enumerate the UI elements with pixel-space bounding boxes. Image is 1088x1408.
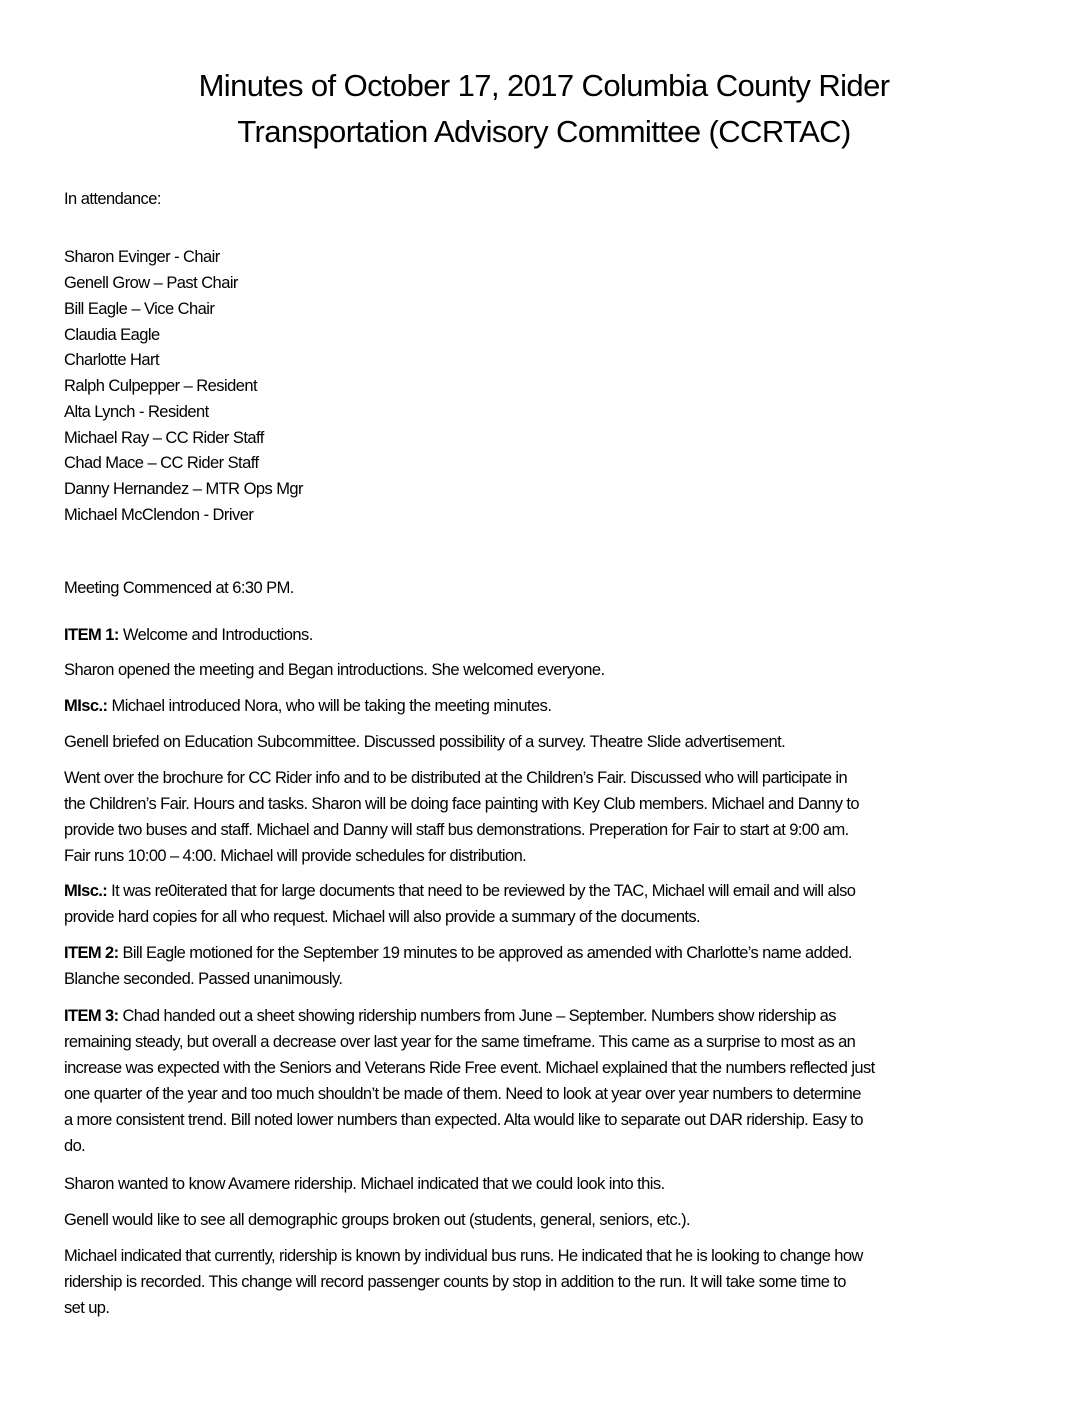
attendee-item: Charlotte Hart [64,351,160,369]
misc-1-label: MIsc.: [64,697,108,715]
attendee-item: Chad Mace – CC Rider Staff [64,454,259,472]
attendee-item: Michael Ray – CC Rider Staff [64,429,264,447]
item-1-label: ITEM 1: [64,626,119,644]
paragraph-line [64,940,1024,966]
paragraph-line: increase was expected with the Seniors and Veterans Ride Free event. Michael explained that the numbers reflected just [64,1059,875,1077]
item-3 [64,1003,1024,1159]
paragraph-line: Fair runs 10:00 – 4:00. Michael will provide schedules for distribution. [64,847,527,865]
item-2 [64,940,1024,992]
paragraph-line: set up. [64,1299,110,1317]
attendee-item: Bill Eagle – Vice Chair [64,300,215,318]
paragraph-line: one quarter of the year and too much shouldn’t be made of them. Need to look at year over year numbers to determine [64,1085,861,1103]
paragraph-ridership-runs [64,1243,1024,1321]
item-1 [64,622,313,648]
item-2-text: Bill Eagle motioned for the September 19 minutes to be approved as amended with Charlotte’s name added. [118,944,852,962]
misc-2 [64,878,1024,930]
paragraph-line: Michael indicated that currently, ridership is known by individual bus runs. He indicated that he is looking to change how [64,1247,863,1265]
paragraph-line: a more consistent trend. Bill noted lower numbers than expected. Alta would like to separate out DAR ridership. Easy to [64,1111,863,1129]
document-title-line-1: Minutes of October 17, 2017 Columbia County Rider [198,68,890,103]
paragraph-line: provide two buses and staff. Michael and Danny will staff bus demonstrations. Preperation for Fair to start at 9:00 am. [64,821,849,839]
misc-1 [64,693,551,719]
item-3-text: Chad handed out a sheet showing ridership numbers from June – September. Numbers show ridership as [118,1007,836,1025]
meeting-commenced: Meeting Commenced at 6:30 PM. [64,579,294,597]
paragraph-line: remaining steady, but overall a decrease over last year for the same timeframe. This came as a surprise to most as an [64,1033,856,1051]
attendee-item: Sharon Evinger - Chair [64,248,220,266]
item-3-label: ITEM 3: [64,1007,119,1025]
paragraph-line [64,878,1024,904]
attendance-heading: In attendance: [64,190,161,208]
paragraph-brochure [64,765,1024,869]
attendee-item: Ralph Culpepper – Resident [64,377,257,395]
attendee-item: Genell Grow – Past Chair [64,274,238,292]
paragraph-avamere: Sharon wanted to know Avamere ridership. Michael indicated that we could look into this. [64,1175,665,1193]
misc-1-text: Michael introduced Nora, who will be taking the meeting minutes. [107,697,552,715]
paragraph-line [64,1003,1024,1029]
paragraph-demographic: Genell would like to see all demographic groups broken out (students, general, seniors, etc.). [64,1211,691,1229]
attendee-item: Claudia Eagle [64,326,160,344]
item-1-text: Welcome and Introductions. [118,626,313,644]
paragraph-genell-briefed: Genell briefed on Education Subcommittee. Discussed possibility of a survey. Theatre Slide advertisement. [64,733,786,751]
document-title-line-2: Transportation Advisory Committee (CCRTAC) [237,114,851,149]
paragraph-line: the Children’s Fair. Hours and tasks. Sharon will be doing face painting with Key Club members. Michael and Danny to [64,795,859,813]
attendee-item: Alta Lynch - Resident [64,403,209,421]
paragraph-sharon-opened: Sharon opened the meeting and Began introductions. She welcomed everyone. [64,661,605,679]
misc-2-text: It was re0iterated that for large documents that need to be reviewed by the TAC, Michael will email and will also [107,882,856,900]
paragraph-line: ridership is recorded. This change will record passenger counts by stop in addition to the run. It will take some time to [64,1273,846,1291]
paragraph-line: do. [64,1137,86,1155]
paragraph-line: Went over the brochure for CC Rider info and to be distributed at the Children’s Fair. Discussed who will participate in [64,769,848,787]
paragraph-line: provide hard copies for all who request. Michael will also provide a summary of the documents. [64,908,701,926]
attendee-item: Michael McClendon - Driver [64,506,254,524]
attendee-item: Danny Hernandez – MTR Ops Mgr [64,480,303,498]
paragraph-line: Blanche seconded. Passed unanimously. [64,970,343,988]
item-2-label: ITEM 2: [64,944,119,962]
misc-2-label: MIsc.: [64,882,108,900]
